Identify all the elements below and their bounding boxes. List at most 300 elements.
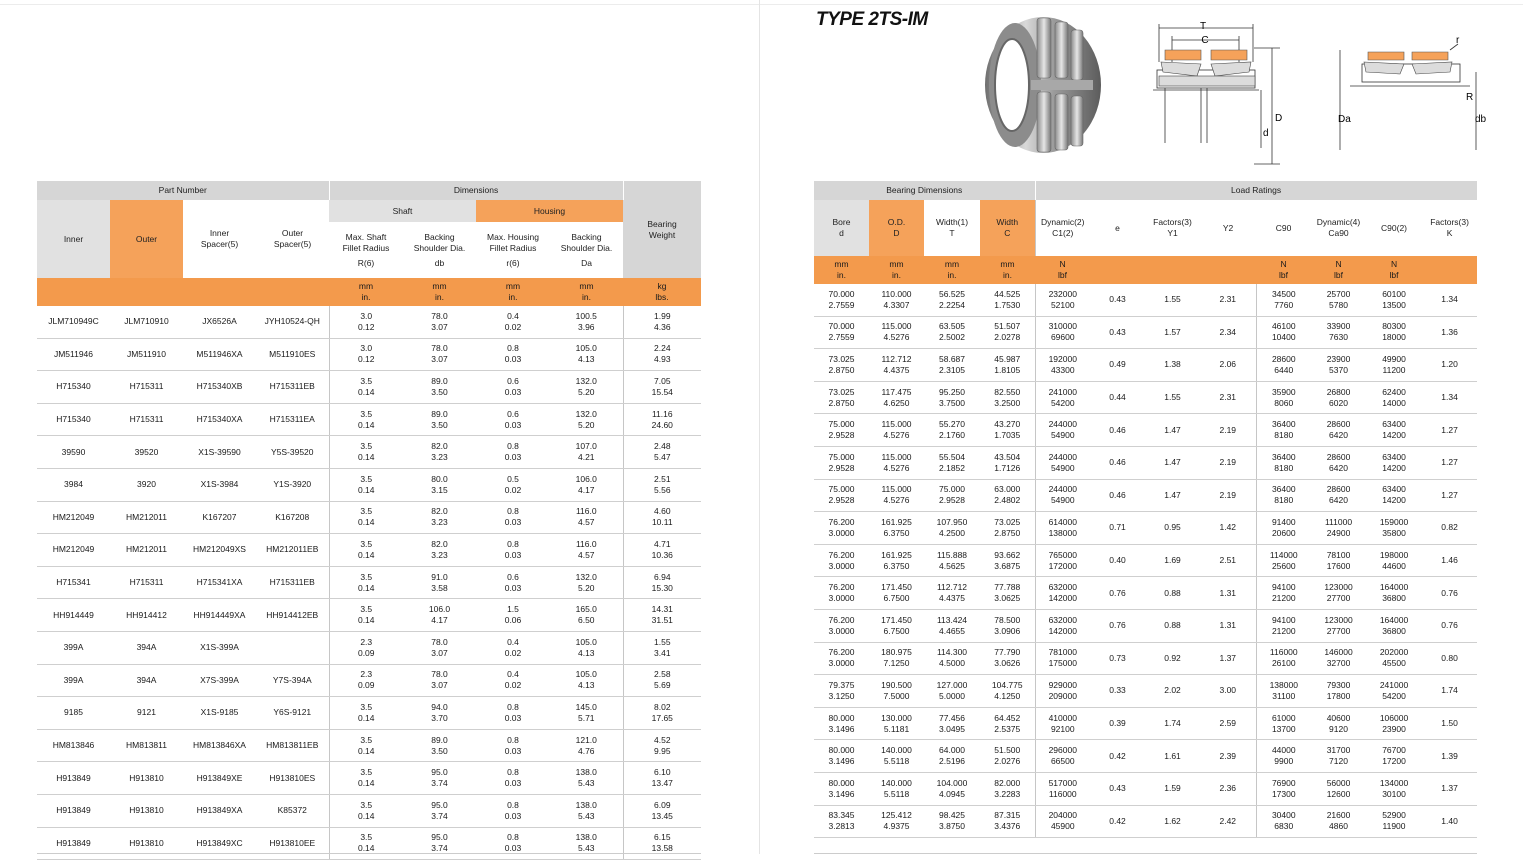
cell-metric: 82.0 [431,538,448,549]
cell-metric: 35900 [1271,386,1296,397]
inner-spacer-header [183,200,256,278]
cell-metric: 0.6 [507,408,519,419]
cell-imperial: 36800 [1382,625,1406,636]
table-cell: H913810ES [256,762,329,795]
cell-metric: 63400 [1382,451,1406,462]
cell-metric: 3.5 [360,734,373,745]
table-row [37,436,701,469]
table-cell [1366,577,1422,610]
cell-metric: 105.0 [575,669,597,680]
cell-imperial: 4.5000 [939,658,965,669]
unit-imperial: in. [582,292,591,302]
width-t-header [924,200,980,256]
cell-metric: 110.000 [881,288,912,299]
table-cell: 399A [37,631,110,664]
cell-metric: 6.15 [654,832,671,843]
table-cell [1366,805,1422,838]
table-cell: 0.49 [1090,349,1145,382]
cell-metric: 77.790 [994,647,1021,658]
cell-imperial: 0.14 [357,843,375,854]
cell-imperial: 6420 [1329,495,1348,506]
cell-metric: 198000 [1379,549,1409,560]
cell-imperial: 2.2254 [939,299,965,310]
cell-imperial: 3.74 [431,778,448,789]
cell-imperial: 45500 [1382,658,1406,669]
unit-cell [550,278,623,306]
cell-imperial: 0.03 [504,549,522,560]
cell-metric: 60100 [1382,288,1406,299]
cell-imperial: 4.9375 [883,821,910,832]
table-cell: H913849XA [183,794,256,827]
cell-imperial: 5.69 [654,680,671,691]
cell-imperial: 3.0000 [828,560,855,571]
unit-cell [1090,256,1145,284]
diagram-label-T: T [1199,21,1207,32]
cell-imperial: 2.1760 [939,430,965,441]
table-cell: 0.43 [1090,316,1145,349]
cell-imperial: 5.43 [577,843,595,854]
cell-imperial: 0.03 [504,386,522,397]
cell-metric: 180.975 [881,647,912,658]
cell-metric: 79.375 [828,679,855,690]
table-cell [329,306,403,338]
cell-imperial: 3.23 [431,452,448,463]
table-cell [623,794,701,827]
cell-metric: 28600 [1326,419,1351,430]
table-cell [869,381,924,414]
cell-imperial: 2.4802 [994,495,1021,506]
table-row [814,414,1477,447]
table-cell: X7S-399A [183,664,256,697]
table-cell [1366,381,1422,414]
table-cell: H715311EA [256,403,329,436]
cell-metric: 44000 [1271,745,1296,756]
cell-imperial: 3.07 [431,680,448,691]
table-row [814,381,1477,414]
table-cell [1311,284,1366,316]
cell-imperial: 54900 [1050,462,1075,473]
table-cell: H913849XE [183,762,256,795]
cell-imperial: 0.14 [357,549,375,560]
table-cell [924,707,980,740]
cell-imperial: 2.8750 [828,364,855,375]
table-cell [1035,446,1090,479]
table-cell: Y5S-39520 [256,436,329,469]
unit-metric: N [1335,259,1342,269]
table-cell [550,631,623,664]
cell-metric: 94.0 [431,701,448,712]
table-cell [329,371,403,404]
cell-imperial: 3.7500 [939,397,965,408]
cell-imperial: 2.5002 [939,332,965,343]
table-cell [869,446,924,479]
cell-metric: 63400 [1382,419,1406,430]
table-row [37,501,701,534]
cell-metric: 0.8 [507,767,519,778]
table-cell [1035,316,1090,349]
table-cell [1366,446,1422,479]
table-cell [980,446,1035,479]
unit-cell [1145,256,1200,284]
table-row [814,544,1477,577]
cell-imperial: 4.76 [577,745,595,756]
table-cell [329,501,403,534]
cell-imperial: 3.2500 [994,397,1021,408]
cell-imperial: 3.4376 [994,821,1021,832]
table-cell [476,762,550,795]
table-cell [980,772,1035,805]
cell-metric: 87.315 [994,810,1021,821]
table-cell [476,827,550,860]
diagram-label-D: D [1275,113,1283,124]
cell-metric: 33900 [1326,321,1351,332]
cell-metric: 75.000 [939,484,965,495]
cell-metric: 0.8 [507,538,519,549]
table-cell: 2.39 [1200,740,1256,773]
table-cell [403,468,476,501]
cell-metric: 134000 [1379,777,1409,788]
table-cell [924,544,980,577]
table-cell [924,381,980,414]
table-row [814,675,1477,708]
table-cell [1311,414,1366,447]
cell-metric: 28600 [1271,353,1296,364]
table-row [37,371,701,404]
unit-imperial: in. [435,292,444,302]
table-row [37,697,701,730]
cell-imperial: 14200 [1382,462,1406,473]
table-cell: 3920 [110,468,183,501]
cell-imperial: 3.41 [654,647,671,658]
cell-imperial: 4.3307 [883,299,910,310]
table-cell [329,794,403,827]
unit-imperial: in. [837,270,846,280]
cell-metric: 106.0 [575,473,597,484]
table-cell [1035,284,1090,316]
table-cell [980,284,1035,316]
cell-metric: 7.05 [654,375,671,386]
table-cell [924,316,980,349]
cell-metric: 3.5 [360,408,373,419]
cell-metric: 89.0 [431,375,448,386]
cell-metric: 107.0 [575,441,597,452]
table-cell: HH914412EB [256,599,329,632]
cell-metric: 164000 [1379,582,1409,593]
table-cell [1311,740,1366,773]
table-cell [1035,512,1090,545]
unit-metric: mm [432,281,447,291]
cell-imperial: 2.9528 [828,495,855,506]
cell-metric: 614000 [1048,516,1077,527]
column-header-line: Dynamic(4) [1316,217,1361,227]
cell-imperial: 13.45 [651,810,673,821]
table-cell [1256,446,1311,479]
cell-metric: 3.0 [360,310,373,321]
cell-metric: 45.987 [994,353,1021,364]
table-cell [869,479,924,512]
column-header-line: Weight [648,229,676,240]
table-cell: H715340 [37,403,110,436]
cell-imperial: 5780 [1329,299,1348,310]
table-cell [1035,544,1090,577]
cell-metric: 52900 [1382,810,1406,821]
table-cell: HM212049 [37,501,110,534]
cell-metric: 241000 [1379,679,1409,690]
cell-metric: 161.925 [881,549,912,560]
cell-metric: 94100 [1271,582,1296,593]
cell-metric: 75.000 [828,419,855,430]
table-cell [1035,805,1090,838]
cell-metric: 130.000 [881,712,912,723]
table-cell: 1.37 [1200,642,1256,675]
cell-imperial: 3.50 [431,419,448,430]
table-cell: 1.55 [1145,381,1200,414]
cell-imperial: 8180 [1274,430,1294,441]
cell-metric: 0.8 [507,734,519,745]
cell-metric: 73.025 [828,386,855,397]
cell-imperial: 7.5000 [883,690,910,701]
table-cell [814,577,869,610]
table-cell [814,707,869,740]
table-cell: X1S-9185 [183,697,256,730]
cell-imperial: 6.7500 [883,625,910,636]
table-cell [924,740,980,773]
table-cell [924,512,980,545]
unit-cell [1366,256,1422,284]
cell-metric: 114000 [1269,549,1298,560]
table-cell [623,403,701,436]
bore-header [814,200,869,256]
table-cell: JM511946 [37,338,110,371]
cell-metric: 26800 [1326,386,1351,397]
column-header-line: O.D. [887,217,906,227]
table-cell: HH914412 [110,599,183,632]
table-cell: 2.59 [1200,707,1256,740]
cell-imperial: 9120 [1329,723,1348,734]
cell-imperial: 3.23 [431,549,448,560]
cell-metric: 76.200 [828,516,855,527]
cell-metric: 93.662 [994,549,1021,560]
table-cell [869,414,924,447]
table-cell: JLM710949C [37,306,110,338]
cell-imperial: 7630 [1329,332,1348,343]
table-cell [1035,479,1090,512]
unit-metric: N [1390,259,1398,269]
table-cell [869,349,924,382]
cell-imperial: 2.5196 [939,756,965,767]
table-cell [814,512,869,545]
cell-imperial: 116000 [1048,788,1077,799]
cell-metric: 106000 [1379,712,1409,723]
factors-y1-header [1145,200,1200,256]
table-cell: H913810 [110,762,183,795]
part-number-header: Part Number [37,181,329,200]
table-cell [980,316,1035,349]
table-cell [476,566,550,599]
cell-imperial: 6.3750 [883,527,910,538]
table-cell [550,403,623,436]
cell-imperial: 32700 [1326,658,1351,669]
cell-metric: 31700 [1326,745,1351,756]
cell-imperial: 5.43 [577,810,595,821]
cell-metric: 165.0 [575,604,597,615]
cell-imperial: 2.0276 [994,756,1021,767]
cell-metric: 78.0 [431,343,448,354]
table-cell: M511946XA [183,338,256,371]
width-c-header [980,200,1035,256]
unit-cell [1422,256,1477,284]
cell-metric: 94100 [1271,614,1296,625]
cell-metric: 95.250 [939,386,965,397]
cell-imperial: 3.0000 [828,658,855,669]
table-cell [980,675,1035,708]
cell-metric: 2.3 [360,636,373,647]
table-cell [1035,707,1090,740]
table-cell [980,609,1035,642]
cell-imperial: 6830 [1274,821,1294,832]
cell-metric: 244000 [1048,484,1077,495]
column-header-line: C90 [1275,222,1292,233]
column-header-line: Outer [135,233,158,244]
cell-metric: 204000 [1048,810,1077,821]
table-cell: 2.02 [1145,675,1200,708]
table-cell [329,468,403,501]
cell-metric: 76.200 [828,582,855,593]
cell-metric: 244000 [1048,451,1077,462]
cell-imperial: 11200 [1382,364,1406,375]
cell-metric: 76900 [1271,777,1296,788]
cell-imperial: 12600 [1326,788,1351,799]
table-cell: 0.46 [1090,446,1145,479]
cell-metric: 0.6 [507,375,519,386]
table-cell [1366,479,1422,512]
table-cell [814,316,869,349]
table-cell [869,284,924,316]
cell-imperial: 24.60 [651,419,673,430]
cell-imperial: 4.93 [654,354,671,365]
table-row [814,707,1477,740]
cell-imperial: 20600 [1271,527,1296,538]
cell-imperial: 9900 [1274,756,1294,767]
unit-imperial: lbf [1389,270,1399,280]
bearing-mounting-diagram [1330,30,1490,160]
table-row [37,338,701,371]
cell-metric: 112.712 [936,582,968,593]
table-cell: H715341 [37,566,110,599]
cell-imperial: 8180 [1274,495,1294,506]
cell-metric: 43.504 [994,451,1021,462]
cell-metric: 51.507 [994,321,1021,332]
cell-metric: 0.4 [507,310,519,321]
table-cell: H913810 [110,794,183,827]
unit-imperial: in. [947,270,957,280]
load-ratings-header: Load Ratings [1035,181,1477,200]
table-cell [550,501,623,534]
cell-metric: 78100 [1326,549,1351,560]
table-cell [1366,284,1422,316]
table-cell [623,827,701,860]
table-row [37,599,701,632]
cell-metric: 164000 [1379,614,1409,625]
cell-metric: 115.888 [936,549,968,560]
unit-imperial: lbs. [655,292,669,302]
cell-imperial: 0.06 [504,615,522,626]
table-row [814,642,1477,675]
cell-metric: 6.10 [654,767,671,778]
table-cell [1311,772,1366,805]
column-header-line: Spacer(5) [200,239,239,249]
table-cell: HH914449XA [183,599,256,632]
cell-metric: 21600 [1326,810,1351,821]
cell-imperial: 0.02 [504,321,522,332]
cell-imperial: 69600 [1050,332,1075,343]
cell-metric: 6.09 [654,799,671,810]
cell-metric: 80.000 [828,712,855,723]
table-cell: 0.73 [1090,642,1145,675]
cell-metric: 28600 [1326,451,1351,462]
table-cell [403,436,476,469]
table-cell: 1.69 [1145,544,1200,577]
cell-imperial: 0.14 [357,778,375,789]
cell-metric: 30400 [1271,810,1296,821]
table-cell [550,729,623,762]
cell-imperial: 5.5118 [883,788,910,799]
table-cell: 1.39 [1422,740,1477,773]
table-cell [550,762,623,795]
table-cell [924,479,980,512]
table-cell: 1.27 [1422,479,1477,512]
cell-metric: 125.412 [881,810,912,821]
table-cell [623,306,701,338]
cell-imperial: 3.1496 [828,788,855,799]
table-cell [1311,642,1366,675]
cell-imperial: 3.2813 [828,821,855,832]
table-cell [1311,479,1366,512]
table-cell [924,805,980,838]
cell-imperial: 36800 [1382,593,1406,604]
table-cell: 0.88 [1145,577,1200,610]
unit-imperial: lbf [1279,270,1288,280]
cell-metric: 79300 [1326,679,1351,690]
diagram-label-r: r [1456,35,1460,46]
cell-imperial: 3.07 [431,321,448,332]
cell-metric: 77.788 [994,582,1021,593]
cell-metric: 113.424 [936,614,968,625]
cell-imperial: 92100 [1050,723,1075,734]
unit-cell [980,256,1035,284]
cell-metric: 55.270 [939,419,965,430]
column-header-line: Width(1) [935,217,969,227]
max-shaft-fillet-radius-header [329,222,403,278]
column-header-line: Fillet Radius [342,242,390,253]
table-cell [476,599,550,632]
unit-imperial: in. [892,270,901,280]
cell-imperial: 0.14 [357,386,375,397]
table-row [814,316,1477,349]
units-row [814,256,1477,284]
cell-metric: 3.5 [360,767,373,778]
cell-imperial: 6020 [1329,397,1348,408]
cell-imperial: 5.0000 [939,690,965,701]
table-cell: 2.06 [1200,349,1256,382]
table-cell: 0.88 [1145,609,1200,642]
cell-imperial: 3.0495 [939,723,965,734]
table-row [37,468,701,501]
table-cell [1035,609,1090,642]
unit-metric: kg [657,281,667,291]
housing-backing-shoulder-header [550,222,623,278]
cell-metric: 36400 [1271,419,1296,430]
